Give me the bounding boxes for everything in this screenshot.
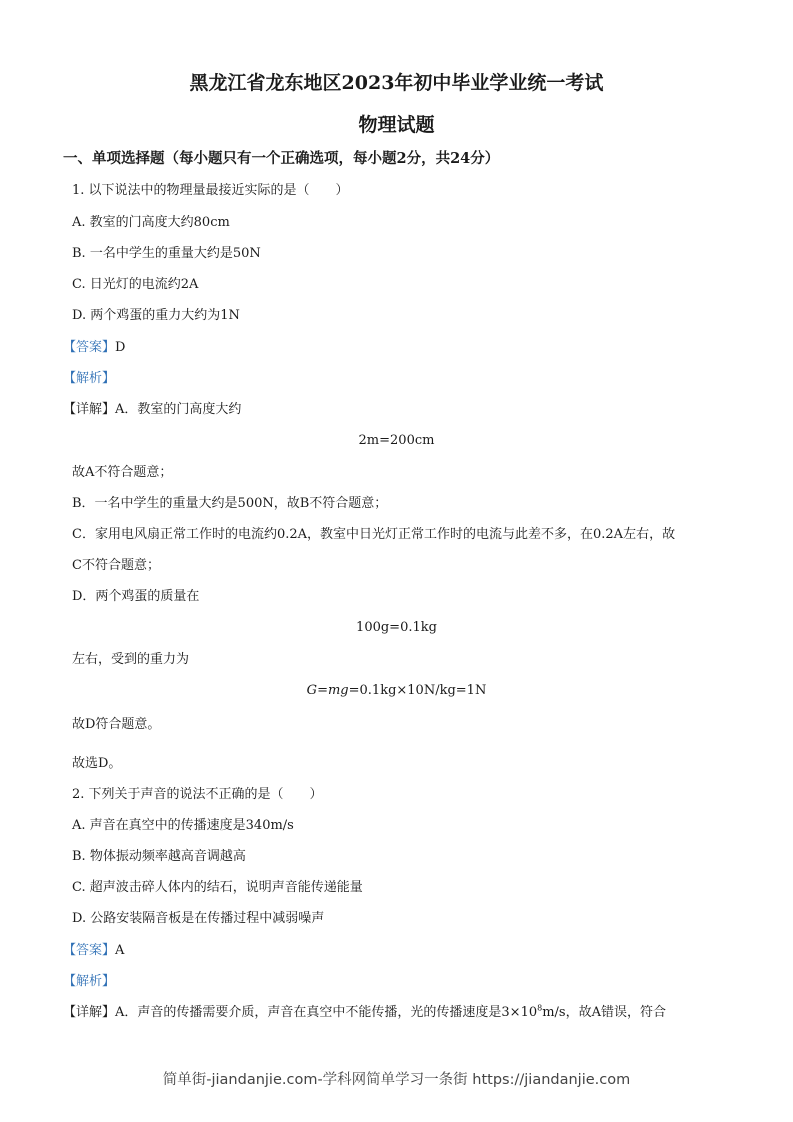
q1-formula-mass: 100g=0.1kg — [356, 620, 437, 635]
q2-analysis-tag: 【解析】 — [63, 974, 116, 989]
q2-option-d: D. 公路安装隔音板是在传播过程中减弱噪声 — [72, 911, 325, 926]
q1-detail-line-3: 故A不符合题意； — [72, 465, 173, 480]
document-subtitle: 物理试题 — [358, 114, 435, 136]
q1-detail-line-12: 故选D。 — [72, 756, 122, 771]
q2-detail-text-a: A．声音的传播需要介质，声音在真空中不能传播，光的传播速度是3×10 — [115, 1005, 538, 1020]
q1-detail-line-9: 左右，受到的重力为 — [72, 652, 190, 667]
q1-formula-mg: mg — [327, 683, 349, 698]
q1-formula-eq: = — [317, 683, 328, 698]
q2-answer-tag: 【答案】 — [63, 943, 116, 958]
q1-detail-text-1: A．教室的门高度大约 — [115, 402, 242, 417]
q1-answer-value: D — [115, 340, 126, 355]
page-footer: 简单街-jiandanjie.com-学科网简单学习一条街 https://jiandanjie.com — [162, 1072, 631, 1088]
q1-detail-line-11: 故D符合题意。 — [72, 717, 161, 732]
section-heading: 一、单项选择题（每小题只有一个正确选项，每小题2分，共24分） — [63, 150, 500, 167]
q2-detail-text-b: m/s，故A错误，符合 — [542, 1005, 666, 1020]
q1-formula-rest: =0.1kg×10N/kg=1N — [348, 683, 487, 698]
q1-detail-line-6: C不符合题意； — [72, 558, 160, 573]
q1-detail-line-7: D．两个鸡蛋的质量在 — [72, 589, 200, 604]
q2-answer-value: A — [115, 943, 125, 958]
q2-option-c: C. 超声波击碎人体内的结石，说明声音能传递能量 — [72, 880, 363, 895]
q1-answer-tag: 【答案】 — [63, 340, 116, 355]
q2-detail-sup: 8 — [537, 1003, 543, 1013]
q1-detail-line-4: B．一名中学生的重量大约是500N，故B不符合题意； — [72, 496, 388, 511]
q2-detail-line-1 — [63, 1004, 666, 1022]
q1-formula-weight — [0, 682, 793, 700]
q1-option-c: C. 日光灯的电流约2A — [72, 277, 199, 292]
q1-answer — [63, 339, 125, 357]
q2-stem: 2. 下列关于声音的说法不正确的是（ ） — [72, 787, 323, 802]
q1-analysis-tag: 【解析】 — [63, 371, 116, 386]
q1-detail-line-1 — [63, 401, 241, 419]
q1-formula-height: 2m=200cm — [358, 433, 435, 448]
q2-detail-tag: 【详解】 — [63, 1005, 116, 1020]
q1-option-b: B. 一名中学生的重量大约是50N — [72, 246, 261, 261]
q1-detail-tag: 【详解】 — [63, 402, 116, 417]
q2-answer — [63, 942, 124, 960]
q1-stem: 1. 以下说法中的物理量最接近实际的是（ ） — [72, 183, 349, 198]
q2-option-b: B. 物体振动频率越高音调越高 — [72, 849, 246, 864]
q1-option-d: D. 两个鸡蛋的重力大约为1N — [72, 308, 240, 323]
q2-option-a: A. 声音在真空中的传播速度是340m/s — [72, 818, 294, 833]
document-title: 黑龙江省龙东地区2023年初中毕业学业统一考试 — [189, 72, 604, 94]
q1-formula-g: G — [306, 683, 318, 698]
q1-option-a: A. 教室的门高度大约80cm — [72, 215, 230, 230]
q1-detail-line-5: C．家用电风扇正常工作时的电流约0.2A，教室中日光灯正常工作时的电流与此差不多，在0.2A左右，故 — [72, 527, 676, 542]
